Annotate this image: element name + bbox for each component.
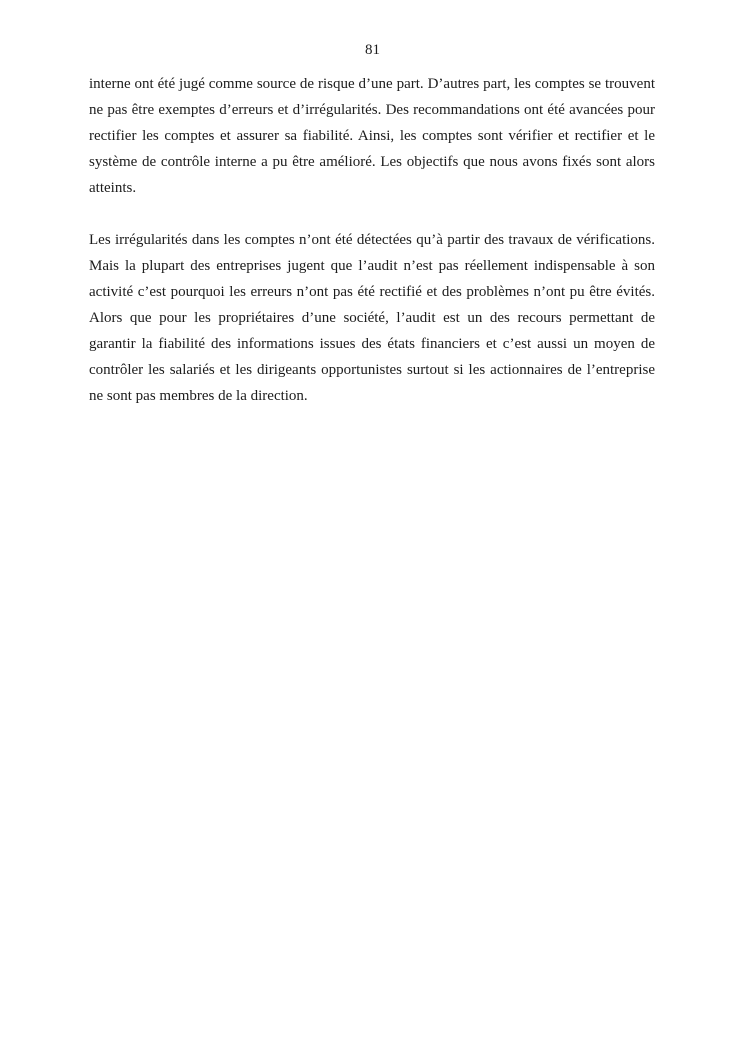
paragraph <box>89 227 655 409</box>
text-line: contrôler les salariés et les dirigeants opportunistes surtout si les actionnaires de l’entreprise <box>89 362 655 378</box>
paragraph <box>89 71 655 201</box>
text-line: activité c’est pourquoi les erreurs n’ont pas été rectifié et des problèmes n’ont pu être évités. <box>89 284 655 300</box>
text-line: rectifier les comptes et assurer sa fiabilité. Ainsi, les comptes sont vérifier et rectifier et le <box>89 128 655 144</box>
text-line: Alors que pour les propriétaires d’une société, l’audit est un des recours permettant de <box>89 310 655 326</box>
text-line: ne sont pas membres de la direction. <box>89 388 308 404</box>
text-line: garantir la fiabilité des informations issues des états financiers et c’est aussi un moyen de <box>89 336 655 352</box>
page-body <box>89 71 655 409</box>
text-line: interne ont été jugé comme source de risque d’une part. D’autres part, les comptes se trouvent <box>89 76 655 92</box>
text-line: Les irrégularités dans les comptes n’ont été détectées qu’à partir des travaux de vérifications. <box>89 232 655 248</box>
text-line: Mais la plupart des entreprises jugent que l’audit n’est pas réellement indispensable à son <box>89 258 655 274</box>
text-line: système de contrôle interne a pu être amélioré. Les objectifs que nous avons fixés sont alors <box>89 154 655 170</box>
text-line: ne pas être exemptes d’erreurs et d’irrégularités. Des recommandations ont été avancées pour <box>89 102 655 118</box>
page-number: 81 <box>365 42 380 58</box>
text-line: atteints. <box>89 180 137 196</box>
